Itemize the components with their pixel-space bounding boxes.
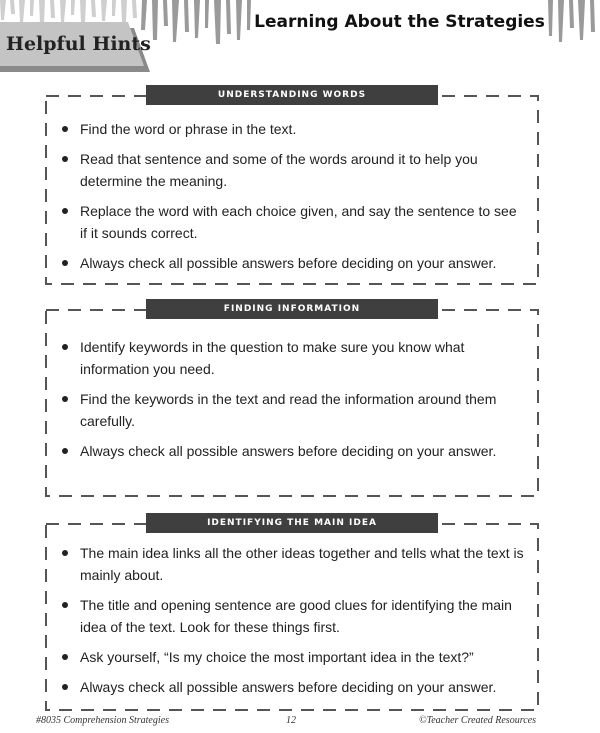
list-item: Read that sentence and some of the words around it to help you determine the meaning. <box>60 148 524 192</box>
list-item: Always check all possible answers before deciding on your answer. <box>60 676 524 698</box>
bullet-list <box>60 118 524 282</box>
tab-label: Helpful Hints <box>6 33 151 55</box>
page-number: 12 <box>286 715 296 726</box>
list-item: Identify keywords in the question to make sure you know what information you need. <box>60 336 524 380</box>
footer-copyright: ©Teacher Created Resources <box>418 715 536 726</box>
section-understanding-words <box>44 90 540 286</box>
section-finding-information <box>44 304 540 498</box>
list-item: Find the word or phrase in the text. <box>60 118 524 140</box>
list-item: Replace the word with each choice given, and say the sentence to see if it sounds correct. <box>60 200 524 244</box>
section-title: FINDING INFORMATION <box>146 299 438 319</box>
list-item: The main idea links all the other ideas together and tells what the text is mainly about. <box>60 542 524 586</box>
bullet-list <box>60 336 524 470</box>
section-title: UNDERSTANDING WORDS <box>146 85 438 105</box>
list-item: The title and opening sentence are good clues for identifying the main idea of the text. Look for these things first. <box>60 594 524 638</box>
footer-book-id: #8035 Comprehension Strategies <box>36 715 169 726</box>
bullet-list <box>60 542 524 706</box>
section-identifying-main-idea <box>44 518 540 712</box>
page-footer <box>36 715 536 731</box>
list-item: Find the keywords in the text and read the information around them carefully. <box>60 388 524 432</box>
list-item: Always check all possible answers before deciding on your answer. <box>60 252 524 274</box>
list-item: Always check all possible answers before deciding on your answer. <box>60 440 524 462</box>
list-item: Ask yourself, “Is my choice the most important idea in the text?” <box>60 646 524 668</box>
section-title: IDENTIFYING THE MAIN IDEA <box>146 513 438 533</box>
page-title: Learning About the Strategies <box>252 8 547 36</box>
